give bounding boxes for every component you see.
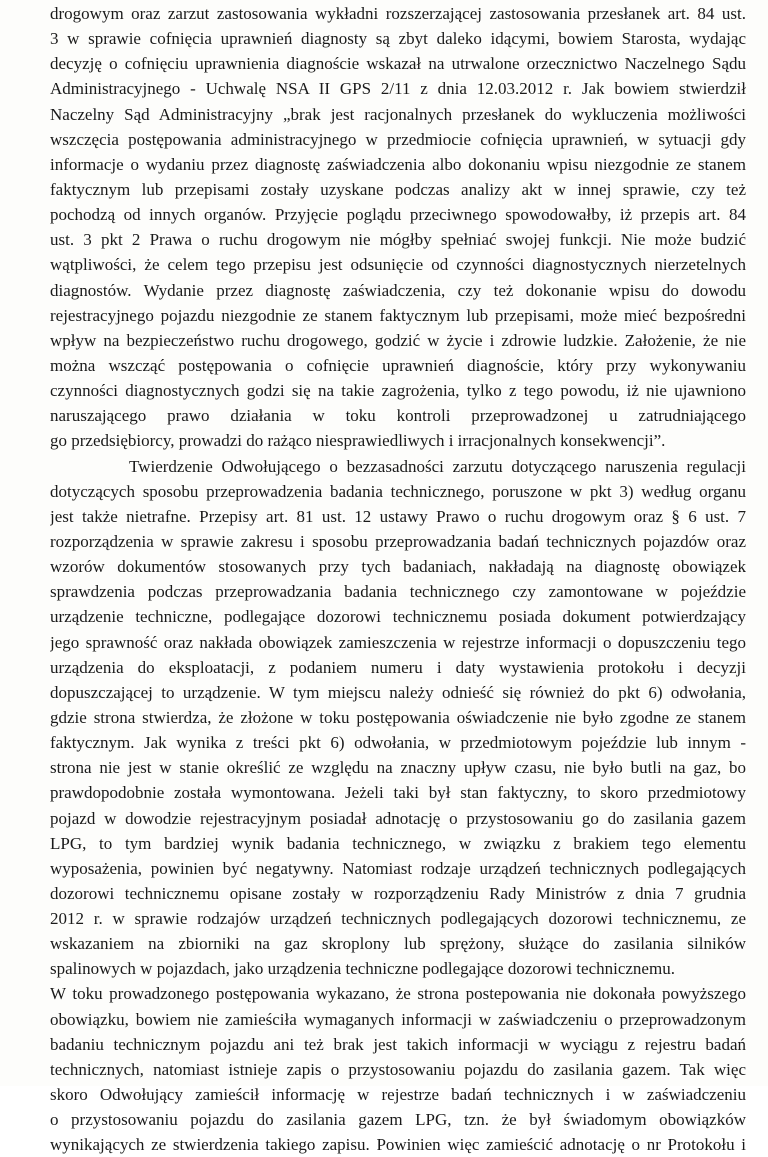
text-line: 3 w sprawie cofnięcia uprawnień diagnosty są zbyt daleko idącymi, bowiem Starosta, wydając <box>50 29 746 49</box>
text-line: drogowym oraz zarzut zastosowania wykładni rozszerzającej zastosowania przesłanek art. 84 ust. <box>50 4 746 23</box>
text-line: wynikających ze stwierdzenia takiego zapisu. Powinien więc zamieścić adnotację o nr Protokołu i <box>50 1135 746 1155</box>
text-line: naruszającego prawo działania w toku kontroli przeprowadzonej u zatrudniającego <box>50 406 746 426</box>
text-line: wpływ na bezpieczeństwo ruchu drogowego, godzić w życie i zdrowie ludzkie. Założenie, że nie <box>50 330 746 350</box>
text-line: go przedsiębiorcy, prowadzi do rażąco niesprawiedliwych i irracjonalnych konsekwencji”. <box>50 431 666 451</box>
text-line: wątpliwości, że celem tego przepisu jest odsunięcie od czynności diagnostycznych nierzetelnych <box>50 255 746 275</box>
text-line: dozorowi technicznemu opisane zostały w rozporządzeniu Rady Ministrów z dnia 7 grudnia <box>50 883 746 903</box>
text-line: LPG, to tym bardziej wynik badania technicznego, w związku z brakiem tego elementu <box>50 833 746 853</box>
text-line: rozporządzenia w sprawie zakresu i sposobu przeprowadzania badań technicznych pojazdów oraz <box>50 531 746 551</box>
text-line: Twierdzenie Odwołującego o bezzasadności zarzutu dotyczącego naruszenia regulacji <box>129 456 746 476</box>
text-line: gdzie strona stwierdza, że złożone w toku postępowania oświadczenie nie było zgodne ze stanem <box>50 707 746 727</box>
text-line: strona nie jest w stanie określić ze względu na znaczny upływ czasu, nie było butli na gaz, bo <box>50 758 746 778</box>
paragraph-2 <box>50 454 746 1157</box>
text-line: jego sprawność oraz nakłada obowiązek zamieszczenia w rejestrze informacji o dopuszczeniu tego <box>50 632 746 652</box>
text-line: 2012 r. w sprawie rodzajów urządzeń technicznych podlegających dozorowi technicznemu, ze <box>50 909 746 929</box>
text-line: faktycznym. Jak wynika z treści pkt 6) odwołania, w przedmiotowym pojeździe lub innym - <box>50 733 746 753</box>
text-line: dopuszczającej to urządzenie. W tym miejscu należy odnieść się również do pkt 6) odwołania, <box>50 682 746 702</box>
text-line: wyposażenia, powinien być negatywny. Natomiast rodzaje urządzeń technicznych podlegających <box>50 858 746 878</box>
text-line: pojazd w dowodzie rejestracyjnym posiadał adnotację o przystosowaniu go do zasilania gazem <box>50 808 746 828</box>
text-line: prawdopodobnie została wymontowana. Jeżeli taki był stan faktyczny, to skoro przedmiotowy <box>50 783 746 803</box>
text-line: obowiązku, bowiem nie zamieściła wymaganych informacji w zaświadczeniu o przeprowadzonym <box>50 1009 746 1029</box>
text-line: ust. 3 pkt 2 Prawa o ruchu drogowym nie mógłby spełniać swojej funkcji. Nie może budzić <box>50 230 746 250</box>
text-line: wzorów dokumentów stosowanych przy tych badaniach, nakładają na diagnostę obowiązek <box>50 557 746 577</box>
text-line: decyzję o cofnięciu uprawnienia diagnoście wskazał na utrwalone orzecznictwo Naczelnego Sądu <box>50 54 746 74</box>
paragraph-1 <box>50 1 746 454</box>
text-line: spalinowych w pojazdach, jako urządzenia techniczne podlegające dozorowi technicznemu. <box>50 959 675 979</box>
text-line: urządzenie techniczne, podlegające dozorowi technicznemu posiada dokument potwierdzający <box>50 607 746 627</box>
text-line: diagnostów. Wydanie przez diagnostę zaświadczenia, czy też dokonanie wpisu do dowodu <box>50 280 746 300</box>
text-line: sprawdzenia podczas przeprowadzania badania technicznego czy zamontowane w pojeździe <box>50 582 746 602</box>
text-line: technicznych, natomiast istnieje zapis o przystosowaniu pojazdu do zasilania gazem. Tak więc <box>50 1059 746 1079</box>
text-line: Administracyjnego - Uchwalę NSA II GPS 2/11 z dnia 12.03.2012 r. Jak bowiem stwierdził <box>50 79 746 99</box>
text-line: skoro Odwołujący zamieścił informację w rejestrze badań technicznych i w zaświadczeniu <box>50 1085 746 1105</box>
text-line: urządzenia do eksploatacji, z podaniem numeru i daty wystawienia protokołu i decyzji <box>50 657 746 677</box>
text-line: dotyczących sposobu przeprowadzenia badania technicznego, poruszone w pkt 3) według organu <box>50 481 746 501</box>
text-line: badaniu technicznym pojazdu ani też brak jest takich informacji w wyciągu z rejestru badań <box>50 1034 746 1054</box>
text-line: można wszcząć postępowania o cofnięcie uprawnień diagnoście, który przy wykonywaniu <box>50 355 746 375</box>
text-line: czynności diagnostycznych godzi się na takie zagrożenia, tylko z tego powodu, iż nie ujawniono <box>50 381 746 401</box>
text-line: pochodzą od innych organów. Przyjęcie poglądu przeciwnego spowodowałby, iż przepis art. 84 <box>50 205 746 225</box>
text-line: informacje o wydaniu przez diagnostę zaświadczenia albo dokonaniu wpisu niezgodnie ze stanem <box>50 154 746 174</box>
text-line: wszczęcia postępowania administracyjnego w przedmiocie cofnięcia uprawnień, w sytuacji gdy <box>50 129 746 149</box>
text-line: Naczelny Sąd Administracyjny „brak jest racjonalnych przesłanek do wykluczenia możliwości <box>50 104 746 124</box>
text-line: W toku prowadzonego postępowania wykazano, że strona postepowania nie dokonała powyższego <box>50 984 746 1004</box>
text-line: rejestracyjnego pojazdu niezgodnie ze stanem faktycznym lub przepisami, może mieć bezpośredni <box>50 305 746 325</box>
text-line: jest także nietrafne. Przepisy art. 81 ust. 12 ustawy Prawo o ruchu drogowym oraz § 6 ust. 7 <box>50 506 746 526</box>
text-line: wskazaniem na zbiorniki na gaz skroplony lub sprężony, służące do zasilania silników <box>50 934 746 954</box>
text-line: o przystosowaniu pojazdu do zasilania gazem LPG, tzn. że był świadomym obowiązków <box>50 1110 746 1130</box>
text-line: faktycznym lub przepisami zostały uzyskane podczas analizy akt w innej sprawie, czy też <box>50 179 746 199</box>
